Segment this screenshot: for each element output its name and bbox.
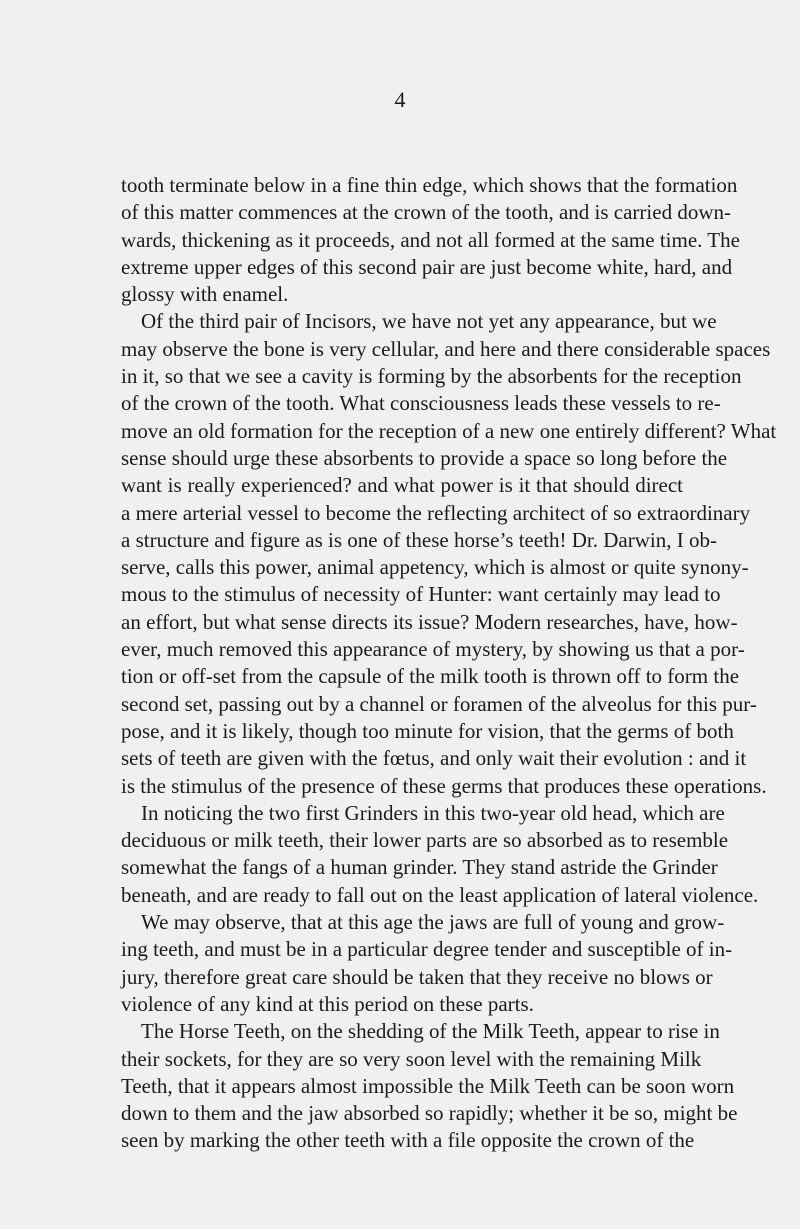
text-line: mous to the stimulus of necessity of Hunter: want certainly may lead to: [121, 582, 721, 607]
text-line: We may observe, that at this age the jaws are full of young and grow-: [141, 910, 725, 935]
text-line: a mere arterial vessel to become the reflecting architect of so extraordinary: [121, 500, 751, 525]
text-line: somewhat the fangs of a human grinder. They stand astride the Grinder: [121, 855, 718, 880]
text-line: in it, so that we see a cavity is forming by the absorbents for the reception: [121, 364, 742, 389]
text-line: sets of teeth are given with the fœtus, and only wait their evolution : and it: [121, 746, 747, 771]
text-line: tion or off-set from the capsule of the milk tooth is thrown off to form the: [121, 664, 740, 689]
text-line: ing teeth, and must be in a particular degree tender and susceptible of in-: [121, 937, 733, 962]
text-line: jury, therefore great care should be taken that they receive no blows or: [121, 964, 713, 989]
text-line: is the stimulus of the presence of these germs that produces these operations.: [121, 773, 767, 798]
text-line: pose, and it is likely, though too minute for vision, that the germs of both: [121, 718, 734, 743]
text-line: want is really experienced? and what power is it that should direct: [121, 473, 683, 498]
text-line: deciduous or milk teeth, their lower parts are so absorbed as to resemble: [121, 828, 729, 853]
text-line: beneath, and are ready to fall out on the least application of lateral violence.: [121, 882, 759, 907]
text-line: seen by marking the other teeth with a file opposite the crown of the: [121, 1128, 695, 1153]
text-line: ever, much removed this appearance of mystery, by showing us that a por-: [121, 637, 745, 662]
text-line: The Horse Teeth, on the shedding of the Milk Teeth, appear to rise in: [141, 1019, 720, 1044]
text-line: Teeth, that it appears almost impossible the Milk Teeth can be soon worn: [121, 1073, 735, 1098]
text-line: wards, thickening as it proceeds, and not all formed at the same time. The: [121, 227, 740, 252]
text-line: may observe the bone is very cellular, and here and there considerable spaces: [121, 336, 771, 361]
body-text: [121, 172, 777, 1155]
text-line: violence of any kind at this period on these parts.: [121, 991, 534, 1016]
text-line: second set, passing out by a channel or foramen of the alveolus for this pur-: [121, 691, 757, 716]
text-line: glossy with enamel.: [121, 282, 289, 307]
text-line: serve, calls this power, animal appetency, which is almost or quite synony-: [121, 555, 749, 580]
text-line: extreme upper edges of this second pair are just become white, hard, and: [121, 254, 733, 279]
text-line: their sockets, for they are so very soon level with the remaining Milk: [121, 1046, 702, 1071]
text-line: In noticing the two first Grinders in this two-year old head, which are: [141, 800, 725, 825]
page-number: 4: [394, 87, 406, 112]
text-line: move an old formation for the reception of a new one entirely different? What: [121, 418, 777, 443]
text-line: of the crown of the tooth. What consciousness leads these vessels to re-: [121, 391, 721, 416]
text-line: down to them and the jaw absorbed so rapidly; whether it be so, might be: [121, 1101, 738, 1126]
text-line: a structure and figure as is one of these horse’s teeth! Dr. Darwin, I ob-: [121, 527, 717, 552]
text-line: Of the third pair of Incisors, we have not yet any appearance, but we: [141, 309, 717, 334]
text-line: sense should urge these absorbents to provide a space so long before the: [121, 445, 728, 470]
text-line: an effort, but what sense directs its issue? Modern researches, have, how-: [121, 609, 738, 634]
text-line: tooth terminate below in a fine thin edge, which shows that the formation: [121, 173, 738, 197]
text-line: of this matter commences at the crown of the tooth, and is carried down-: [121, 200, 731, 225]
